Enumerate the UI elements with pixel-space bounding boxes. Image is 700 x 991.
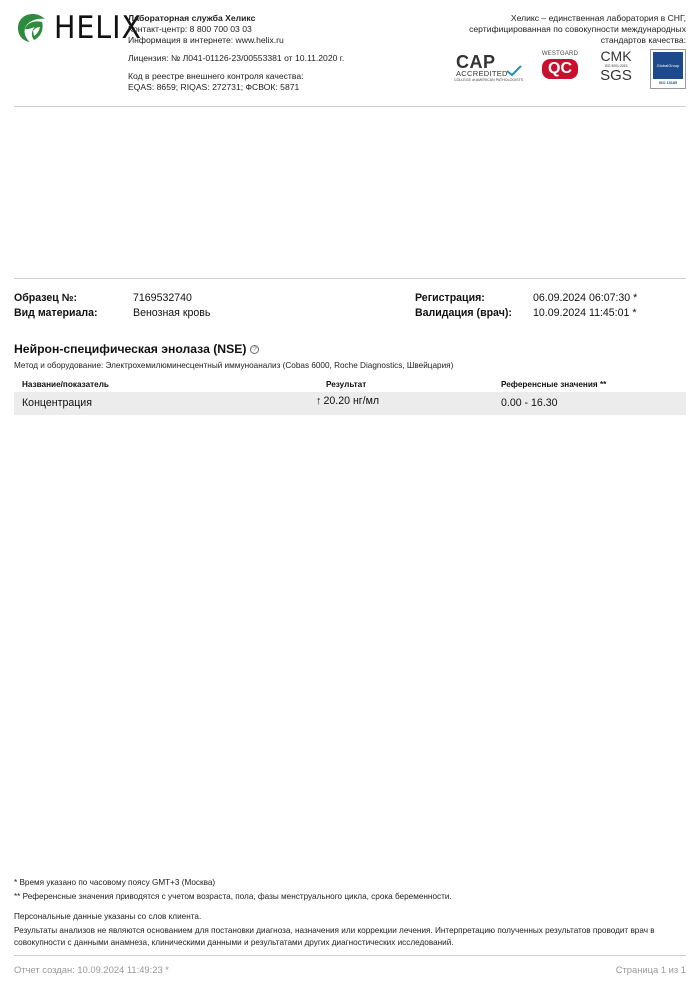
license-info: Лицензия: № Л041-01126-23/00553381 от 10.11.2020 г. (128, 53, 345, 63)
cap-subtitle: COLLEGE of AMERICAN PATHOLOGISTS (454, 78, 524, 82)
website-info: Информация в интернете: www.helix.ru (128, 35, 284, 45)
cert-line: Хеликс – единственная лаборатория в СНГ, (510, 13, 686, 23)
result-cell (316, 395, 379, 407)
page-number: Страница 1 из 1 (615, 964, 686, 975)
reference-note: ** Референсные значения приводятся с учетом возраста, пола, фазы менструального цикла, срока беременности. (14, 892, 452, 901)
contact-center: Контакт-центр: 8 800 700 03 03 (128, 24, 252, 34)
qc-badge: QC (542, 59, 578, 79)
column-header-reference: Референсные значения ** (501, 380, 607, 389)
report-created: Отчет создан: 10.09.2024 11:49:23 * (14, 964, 169, 975)
material-value: Венозная кровь (133, 307, 211, 319)
personal-data-note: Персональные данные указаны со слов клиента. (14, 912, 202, 921)
global-group-text: GlobalGroup (653, 52, 683, 79)
time-zone-note: * Время указано по часовому поясу GMT+3 (Москва) (14, 878, 216, 887)
certification-text (446, 13, 686, 46)
helix-leaf-icon (14, 11, 48, 45)
global-group-logo (650, 49, 686, 89)
checkmark-icon (506, 65, 522, 77)
column-header-name: Название/показатель (22, 380, 109, 389)
sample-number-value: 7169532740 (133, 292, 192, 304)
registration-value: 06.09.2024 06:07:30 * (533, 292, 638, 304)
validation-label: Валидация (врач): (415, 307, 512, 319)
material-label: Вид материала: (14, 307, 98, 319)
cap-logo-text: CAP (456, 52, 496, 72)
column-header-result: Результат (326, 380, 367, 389)
logo-text: HELIX (54, 10, 142, 46)
method-description: Метод и оборудование: Электрохемилюминесцентный иммуноанализ (Cobas 6000, Roche Diagnostics, Швейцария) (14, 361, 454, 370)
sample-number-label: Образец №: (14, 292, 78, 304)
registry-codes: EQAS: 8659; RIQAS: 272731; ФСВОК: 5871 (128, 82, 300, 92)
cmk-text: CMK (600, 48, 632, 64)
info-divider (14, 278, 686, 279)
registry-label: Код в реестре внешнего контроля качества: (128, 71, 304, 81)
sgs-text: SGS (600, 67, 632, 84)
iso-15189-text: ISO 15189 (658, 81, 678, 85)
footer-divider (14, 955, 686, 956)
test-title (14, 342, 259, 356)
cap-accredited-text: ACCREDITED (456, 69, 508, 78)
result-value: 20.20 нг/мл (323, 395, 380, 407)
cap-accredited-logo (452, 52, 524, 84)
cert-line: стандартов качества: (600, 35, 686, 45)
lab-name: Лабораторная служба Хеликс (128, 13, 256, 23)
westgard-text: WESTGARD (541, 51, 579, 57)
reference-value: 0.00 - 16.30 (501, 397, 558, 409)
cmk-sgs-logo (596, 49, 636, 89)
disclaimer-text: Результаты анализов не являются основанием для постановки диагноза, назначения или коррекции лечения. Интерпретацию полученных результатов проводит врач в совокупности с данными анамнеза, клиническими данными и результатами других диагностических исследований. (14, 926, 655, 947)
help-icon[interactable]: ? (250, 345, 259, 354)
header-divider (14, 106, 686, 107)
registration-label: Регистрация: (415, 292, 485, 304)
cert-line: сертифицированная по совокупности международных (469, 24, 686, 34)
lab-info (128, 13, 344, 93)
westgard-qc-logo (538, 51, 582, 85)
indicator-name: Концентрация (22, 397, 92, 409)
table-row (14, 392, 686, 415)
test-title-text: Нейрон-специфическая энолаза (NSE) (14, 342, 247, 356)
iso-text: ISO 9001:2015 (604, 64, 628, 68)
validation-value: 10.09.2024 11:45:01 * (533, 307, 637, 319)
arrow-up-icon: ↑ (316, 395, 322, 407)
certification-logos (452, 49, 686, 89)
